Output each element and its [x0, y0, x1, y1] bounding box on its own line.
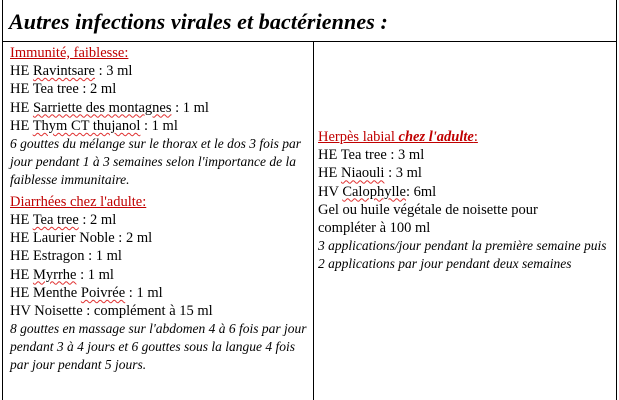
line-sq: Myrrhe [32, 266, 77, 283]
ingredient-line [318, 219, 614, 237]
line-post: : 1 ml [140, 117, 178, 134]
column-divider [313, 41, 314, 400]
line-post: : 1 ml [76, 266, 114, 283]
heading-text: Herpès labial [318, 129, 399, 145]
line-pre: compléter à 100 ml [318, 220, 431, 237]
section-heading-herpes [318, 128, 614, 146]
line-pre: HE Laurier Noble : 2 ml [10, 230, 153, 247]
line-pre: HE Estragon : 1 ml [10, 248, 122, 265]
ingredient-list-herpes [318, 146, 614, 237]
line-pre: HV [318, 183, 343, 200]
title-row [2, 0, 617, 42]
ingredient-line [10, 80, 310, 98]
ingredient-line [10, 99, 310, 117]
page-title: Autres infections virales et bactériennes : [9, 9, 388, 34]
ingredient-line [10, 266, 310, 284]
line-sq: Ravintsare [32, 63, 95, 80]
ingredient-line [10, 247, 310, 265]
ingredient-line [10, 117, 310, 135]
line-post: : 1 ml [125, 284, 163, 301]
usage-note-immunite: 6 gouttes du mélange sur le thorax et le dos 3 fois par jour pendant 1 à 3 semaines selon l'importance de la faiblesse immunitaire. [10, 136, 301, 187]
ingredient-line [10, 284, 310, 302]
line-pre: HE [10, 266, 33, 283]
left-column [10, 44, 310, 374]
line-pre: HE Tea tree : 3 ml [318, 147, 425, 164]
ingredient-line [318, 146, 614, 164]
line-post: : 2 ml [78, 211, 117, 228]
section-heading-diarrhees: Diarrhées chez l'adulte: [10, 193, 147, 210]
ingredient-list-immunite [10, 62, 310, 135]
usage-note-herpes: 3 applications/jour pendant la première semaine puis 2 applications par jour pendant deux semaines [318, 238, 607, 272]
line-sq: Poivrée [80, 284, 126, 301]
line-pre: HE [10, 99, 33, 116]
heading-emphasis: chez l'adulte [398, 129, 474, 145]
usage-note-diarrhees: 8 gouttes en massage sur l'abdomen 4 à 6 fois par jour pendant 3 à 4 jours et 6 gouttes sous la langue 4 fois par jour pendant 5 jours. [10, 321, 307, 372]
ingredient-line [10, 62, 310, 80]
line-sq: Calophylle [342, 183, 406, 200]
line-post: : 1 ml [171, 99, 209, 116]
ingredient-line [318, 201, 614, 219]
line-post: : 3 ml [94, 63, 133, 80]
line-pre: HE [10, 211, 33, 228]
line-pre: HE [318, 165, 341, 182]
ingredient-line [318, 164, 614, 182]
line-pre: HE [10, 117, 33, 134]
section-heading-immunite: Immunité, faiblesse: [10, 45, 129, 61]
right-column [318, 128, 614, 273]
line-sq: Thym CT thujanol [32, 117, 141, 134]
line-post: : 3 ml [384, 165, 422, 182]
line-sq: Tea tree [32, 211, 79, 228]
ingredient-line [318, 183, 614, 201]
line-pre: HE Menthe [10, 284, 81, 301]
line-pre: HE Tea tree : 2 ml [10, 81, 117, 98]
ingredient-list-diarrhees [10, 211, 310, 320]
ingredient-line [10, 229, 310, 247]
ingredient-line [10, 302, 310, 320]
line-pre: Gel ou huile végétale de noisette pour [318, 201, 538, 218]
line-post: : 6ml [405, 183, 437, 200]
line-pre: HV Noisette : complément à 15 ml [10, 302, 213, 319]
line-sq: Niaouli [340, 165, 385, 182]
line-sq: Sarriette des montagnes [32, 99, 172, 116]
heading-colon: : [473, 129, 478, 145]
line-pre: HE [10, 63, 33, 80]
ingredient-line [10, 211, 310, 229]
